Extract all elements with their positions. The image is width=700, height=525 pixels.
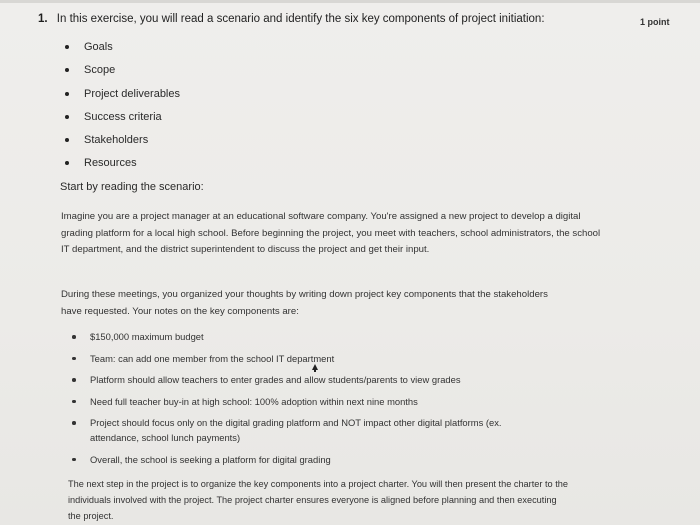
question-number: 1. bbox=[38, 13, 48, 25]
question-header bbox=[38, 13, 545, 25]
next-step-paragraph: The next step in the project is to organize the key components into a project charter. You will then present the charter to the individuals involved with the project. The project charter ensures everyone is aligned before planning and then executing the project. bbox=[68, 479, 568, 521]
component-item: Resources bbox=[62, 154, 180, 177]
component-item: Project deliverables bbox=[62, 85, 180, 108]
question-prompt: In this exercise, you will read a scenario and identify the six key components of project initiation: bbox=[56, 13, 545, 25]
components-list bbox=[62, 38, 180, 178]
points-badge: 1 point bbox=[640, 17, 670, 27]
note-item: Platform should allow teachers to enter grades and allow students/parents to view grades bbox=[70, 372, 540, 387]
component-item: Scope bbox=[62, 61, 180, 84]
component-item: Stakeholders bbox=[62, 131, 180, 154]
note-item: Project should focus only on the digital grading platform and NOT impact other digital platforms (ex. attendance, school lunch payments) bbox=[70, 415, 540, 445]
meetings-paragraph: During these meetings, you organized your thoughts by writing down project key components that the stakeholders have requested. Your notes on the key components are: bbox=[61, 289, 548, 317]
start-instruction: Start by reading the scenario: bbox=[60, 181, 204, 193]
component-item: Success criteria bbox=[62, 108, 180, 131]
component-item: Goals bbox=[62, 38, 180, 61]
note-item: $150,000 maximum budget bbox=[70, 329, 540, 344]
note-item: Need full teacher buy-in at high school: 100% adoption within next nine months bbox=[70, 394, 540, 409]
notes-list bbox=[70, 329, 540, 473]
note-item: Overall, the school is seeking a platform for digital grading bbox=[70, 452, 540, 467]
note-item: Team: can add one member from the school IT department bbox=[70, 351, 540, 366]
mouse-cursor-icon bbox=[312, 364, 318, 370]
scenario-paragraph: Imagine you are a project manager at an educational software company. You're assigned a new project to develop a digital grading platform for a local high school. Before beginning the project, you meet with teachers, school administrators, the school IT department, and the district superintendent to discuss the project and get their input. bbox=[61, 211, 601, 255]
top-divider bbox=[0, 0, 700, 3]
